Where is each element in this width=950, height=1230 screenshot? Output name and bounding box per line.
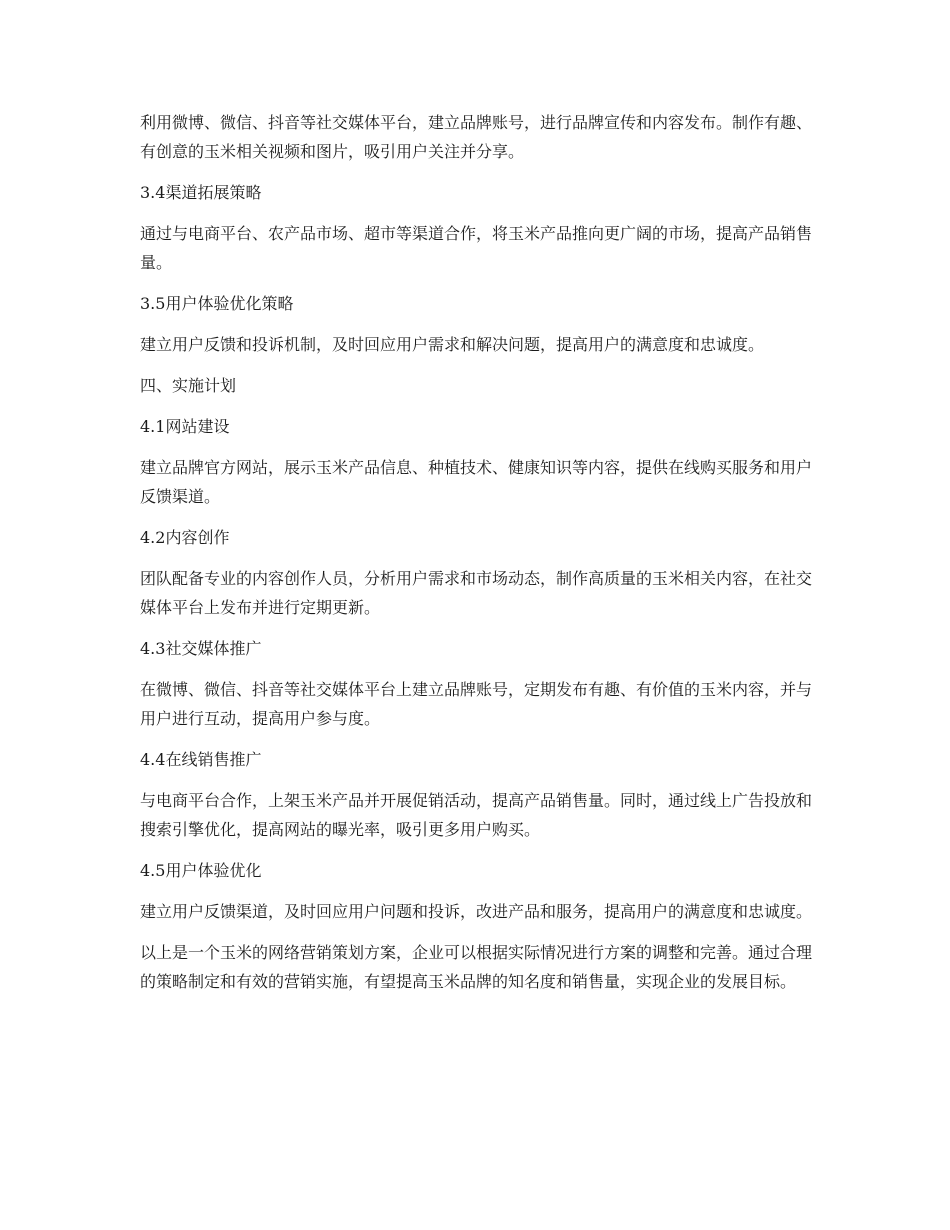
heading-3-4: 3.4渠道拓展策略	[140, 183, 262, 202]
heading-4-4: 4.4在线销售推广	[140, 750, 262, 769]
paragraph-social-media-strategy: 利用微博、微信、抖音等社交媒体平台，建立品牌账号，进行品牌宣传和内容发布。制作有趣、有创意的玉米相关视频和图片，吸引用户关注并分享。	[140, 113, 813, 161]
paragraph-social-media-promotion: 在微博、微信、抖音等社交媒体平台上建立品牌账号，定期发布有趣、有价值的玉米内容，并与用户进行互动，提高用户参与度。	[140, 680, 813, 728]
heading-4-1: 4.1网站建设	[140, 417, 230, 436]
document-body	[140, 108, 812, 1008]
paragraph-user-experience-strategy: 建立用户反馈和投诉机制，及时回应用户需求和解决问题，提高用户的满意度和忠诚度。	[140, 335, 765, 354]
paragraph-online-sales: 与电商平台合作，上架玉米产品并开展促销活动，提高产品销售量。同时，通过线上广告投放和搜索引擎优化，提高网站的曝光率，吸引更多用户购买。	[140, 791, 813, 839]
paragraph-channel-expansion: 通过与电商平台、农产品市场、超市等渠道合作，将玉米产品推向更广阔的市场，提高产品销售量。	[140, 224, 813, 272]
heading-3-5: 3.5用户体验优化策略	[140, 294, 294, 313]
paragraph-conclusion: 以上是一个玉米的网络营销策划方案，企业可以根据实际情况进行方案的调整和完善。通过合理的策略制定和有效的营销实施，有望提高玉米品牌的知名度和销售量，实现企业的发展目标。	[140, 943, 813, 991]
paragraph-user-experience-optimization: 建立用户反馈渠道，及时回应用户问题和投诉，改进产品和服务，提高用户的满意度和忠诚度。	[140, 902, 813, 921]
heading-4-3: 4.3社交媒体推广	[140, 639, 262, 658]
paragraph-content-creation: 团队配备专业的内容创作人员，分析用户需求和市场动态，制作高质量的玉米相关内容，在社交媒体平台上发布并进行定期更新。	[140, 569, 813, 617]
heading-section-4: 四、实施计划	[140, 376, 237, 395]
paragraph-website-construction: 建立品牌官方网站，展示玉米产品信息、种植技术、健康知识等内容，提供在线购买服务和用户反馈渠道。	[140, 458, 813, 506]
heading-4-2: 4.2内容创作	[140, 528, 230, 547]
heading-4-5: 4.5用户体验优化	[140, 861, 262, 880]
